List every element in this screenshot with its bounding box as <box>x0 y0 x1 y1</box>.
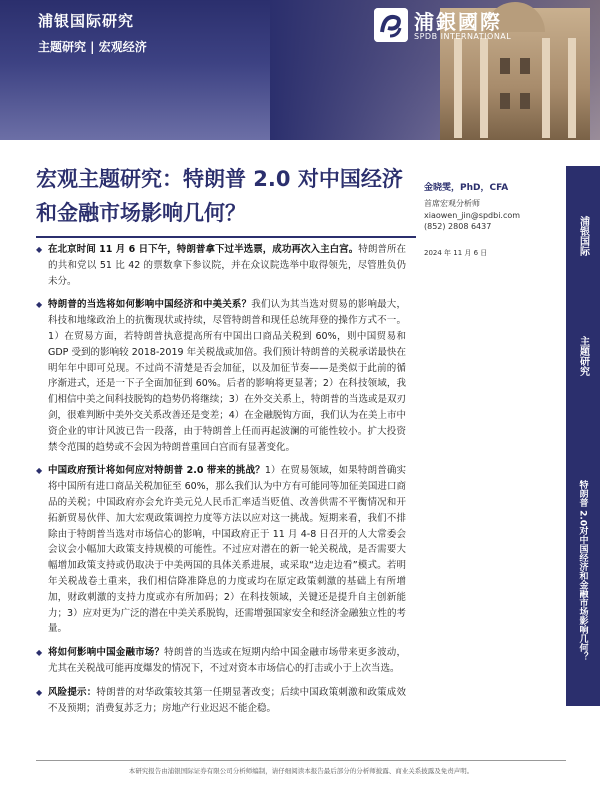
building-window <box>500 93 510 109</box>
bullet-lead: 在北京时间 11 月 6 日下午，特朗普拿下过半选票，成功再次入主白宫。 <box>48 244 359 255</box>
building-column <box>542 38 550 138</box>
report-category: 主题研究 | 宏观经济 <box>38 40 147 54</box>
bullet-lead: 中国政府预计将如何应对特朗普 2.0 带来的挑战？ <box>48 465 265 477</box>
report-body <box>36 236 406 716</box>
sidebar-label-brand: 浦银国际 <box>577 216 589 256</box>
report-title: 宏观主题研究：特朗普 2.0 对中国经济和金融市场影响几何？ <box>36 167 403 225</box>
bullet-text: 特朗普所在的共和党以 51 比 42 的票数拿下参议院，并在众议院选举中取得领先，尽管胜负仍未分。 <box>48 244 406 287</box>
building-window <box>520 93 530 109</box>
building-column <box>454 38 462 138</box>
building-window <box>520 58 530 74</box>
summary-bullet <box>36 685 406 717</box>
bullet-text: 1）在贸易领域，如果特朗普确实将中国所有进口商品关税加征至 60%，那么我们认为中方有可能同等加征美国进口商品的关税；中国政府亦会允许美元兑人民币汇率适当贬值、改善供需不平衡情况和开拓新贸易伙伴、加大宏观政策调控力度等方法以应对这一挑战。短期来看，我们不排除由于特朗普当选对市场信心的影响，中国政府正于 11 月 4-8 日召开的人大常委会会议会小幅加大政策支持规模的可能性。不过应对潜在的新一轮关税战，是否需要大幅增加政策支持或仍取决于中美两国的具体关系进展，或采取“边走边看”模式。若明年关税战卷土重来，我们相信降准降息的力度或均在原定政策刺激的基础上有所增加，财政刺激的支持力度或亦有所加码；2）在科技领域，关键还是提升自主创新能力；3）应对更为广泛的潜在中美关系脱钩，还需增强国家安全和经济金融独立性的考量。 <box>48 465 406 635</box>
logo-text-en: SPDB INTERNATIONAL <box>414 32 512 41</box>
bullet-lead: 将如何影响中国金融市场？ <box>48 647 165 659</box>
bullet-text: 特朗普的当选或在短期内给中国金融市场带来更多波动，尤其在关税战可能再度爆发的情况下，不过对资本市场信心的打击或小于上次当选。 <box>48 647 406 674</box>
bullet-lead: 风险提示： <box>48 686 97 698</box>
logo-text-cn: 浦銀國際 <box>414 10 502 34</box>
sidebar-label-category: 主题研究 <box>577 336 589 376</box>
building-column <box>568 38 576 138</box>
sidebar-label-title: 特朗普 2.0对中国经济和金融市场影响几何？ <box>577 480 588 662</box>
author-phone: (852) 2808 6437 <box>424 222 492 231</box>
bullet-text: 我们认为其当选对贸易的影响最大，科技和地缘政治上的抗衡现状或持续，尽管特朗普和现任总统拜登的操作方式不一。1）在贸易方面，若特朗普执意提高所有中国出口商品关税到 60%，则中国贸易和 GDP 受到的影响较 2018-2019 年关税战或加倍。我们预计特朗普的关税承诺最快在明年年中即可兑现。不过尚不清楚是否会加征，以及加征节奏——是类似于此前的循序渐进式，还是一下子全面加征到 60%。后者的影响将更显著；2）在科技领域，我们相信中美之间科技脱钩的趋势仍将继续；3）在外交关系上，特朗普的当选或是双刃剑，很难判断中美外交关系改善还是变差；4）在金融脱钩方面，我们认为在美上市中资企业的审计风波已告一段落，由于特朗普上任而再起波澜的可能性较小。扩大投资禁令范围的趋势或不会因为特朗普重回白宫而有显著变化。 <box>48 299 406 453</box>
author-role: 首席宏观分析师 <box>424 199 480 208</box>
disclaimer-footer: 本研究报告由浦银国际证券有限公司分析师编制，请仔细阅读本报告最后部分的分析师披露、商业关系披露及免责声明。 <box>128 767 474 775</box>
spdb-logo-icon <box>374 8 408 42</box>
side-bar <box>566 166 600 706</box>
footer-divider <box>36 760 566 761</box>
report-date: 2024 年 11 月 6 日 <box>424 249 488 257</box>
summary-bullet <box>36 645 406 677</box>
bullet-lead: 特朗普的当选将如何影响中国经济和中美关系？ <box>48 299 252 311</box>
summary-bullet <box>36 463 406 637</box>
summary-bullet <box>36 297 406 455</box>
building-column <box>480 38 488 138</box>
brand-name: 浦银国际研究 <box>38 12 135 30</box>
author-email: xiaowen_jin@spdbi.com <box>424 211 521 220</box>
report-header-banner <box>0 0 600 140</box>
author-name: 金晓雯，PhD，CFA <box>424 183 509 193</box>
building-window <box>500 58 510 74</box>
summary-bullet <box>36 242 406 289</box>
bullet-text: 特朗普的对华政策较其第一任期显著改变；后续中国政策刺激和政策成效不及预期；消费复苏乏力；房地产行业迟迟不能企稳。 <box>48 686 406 714</box>
